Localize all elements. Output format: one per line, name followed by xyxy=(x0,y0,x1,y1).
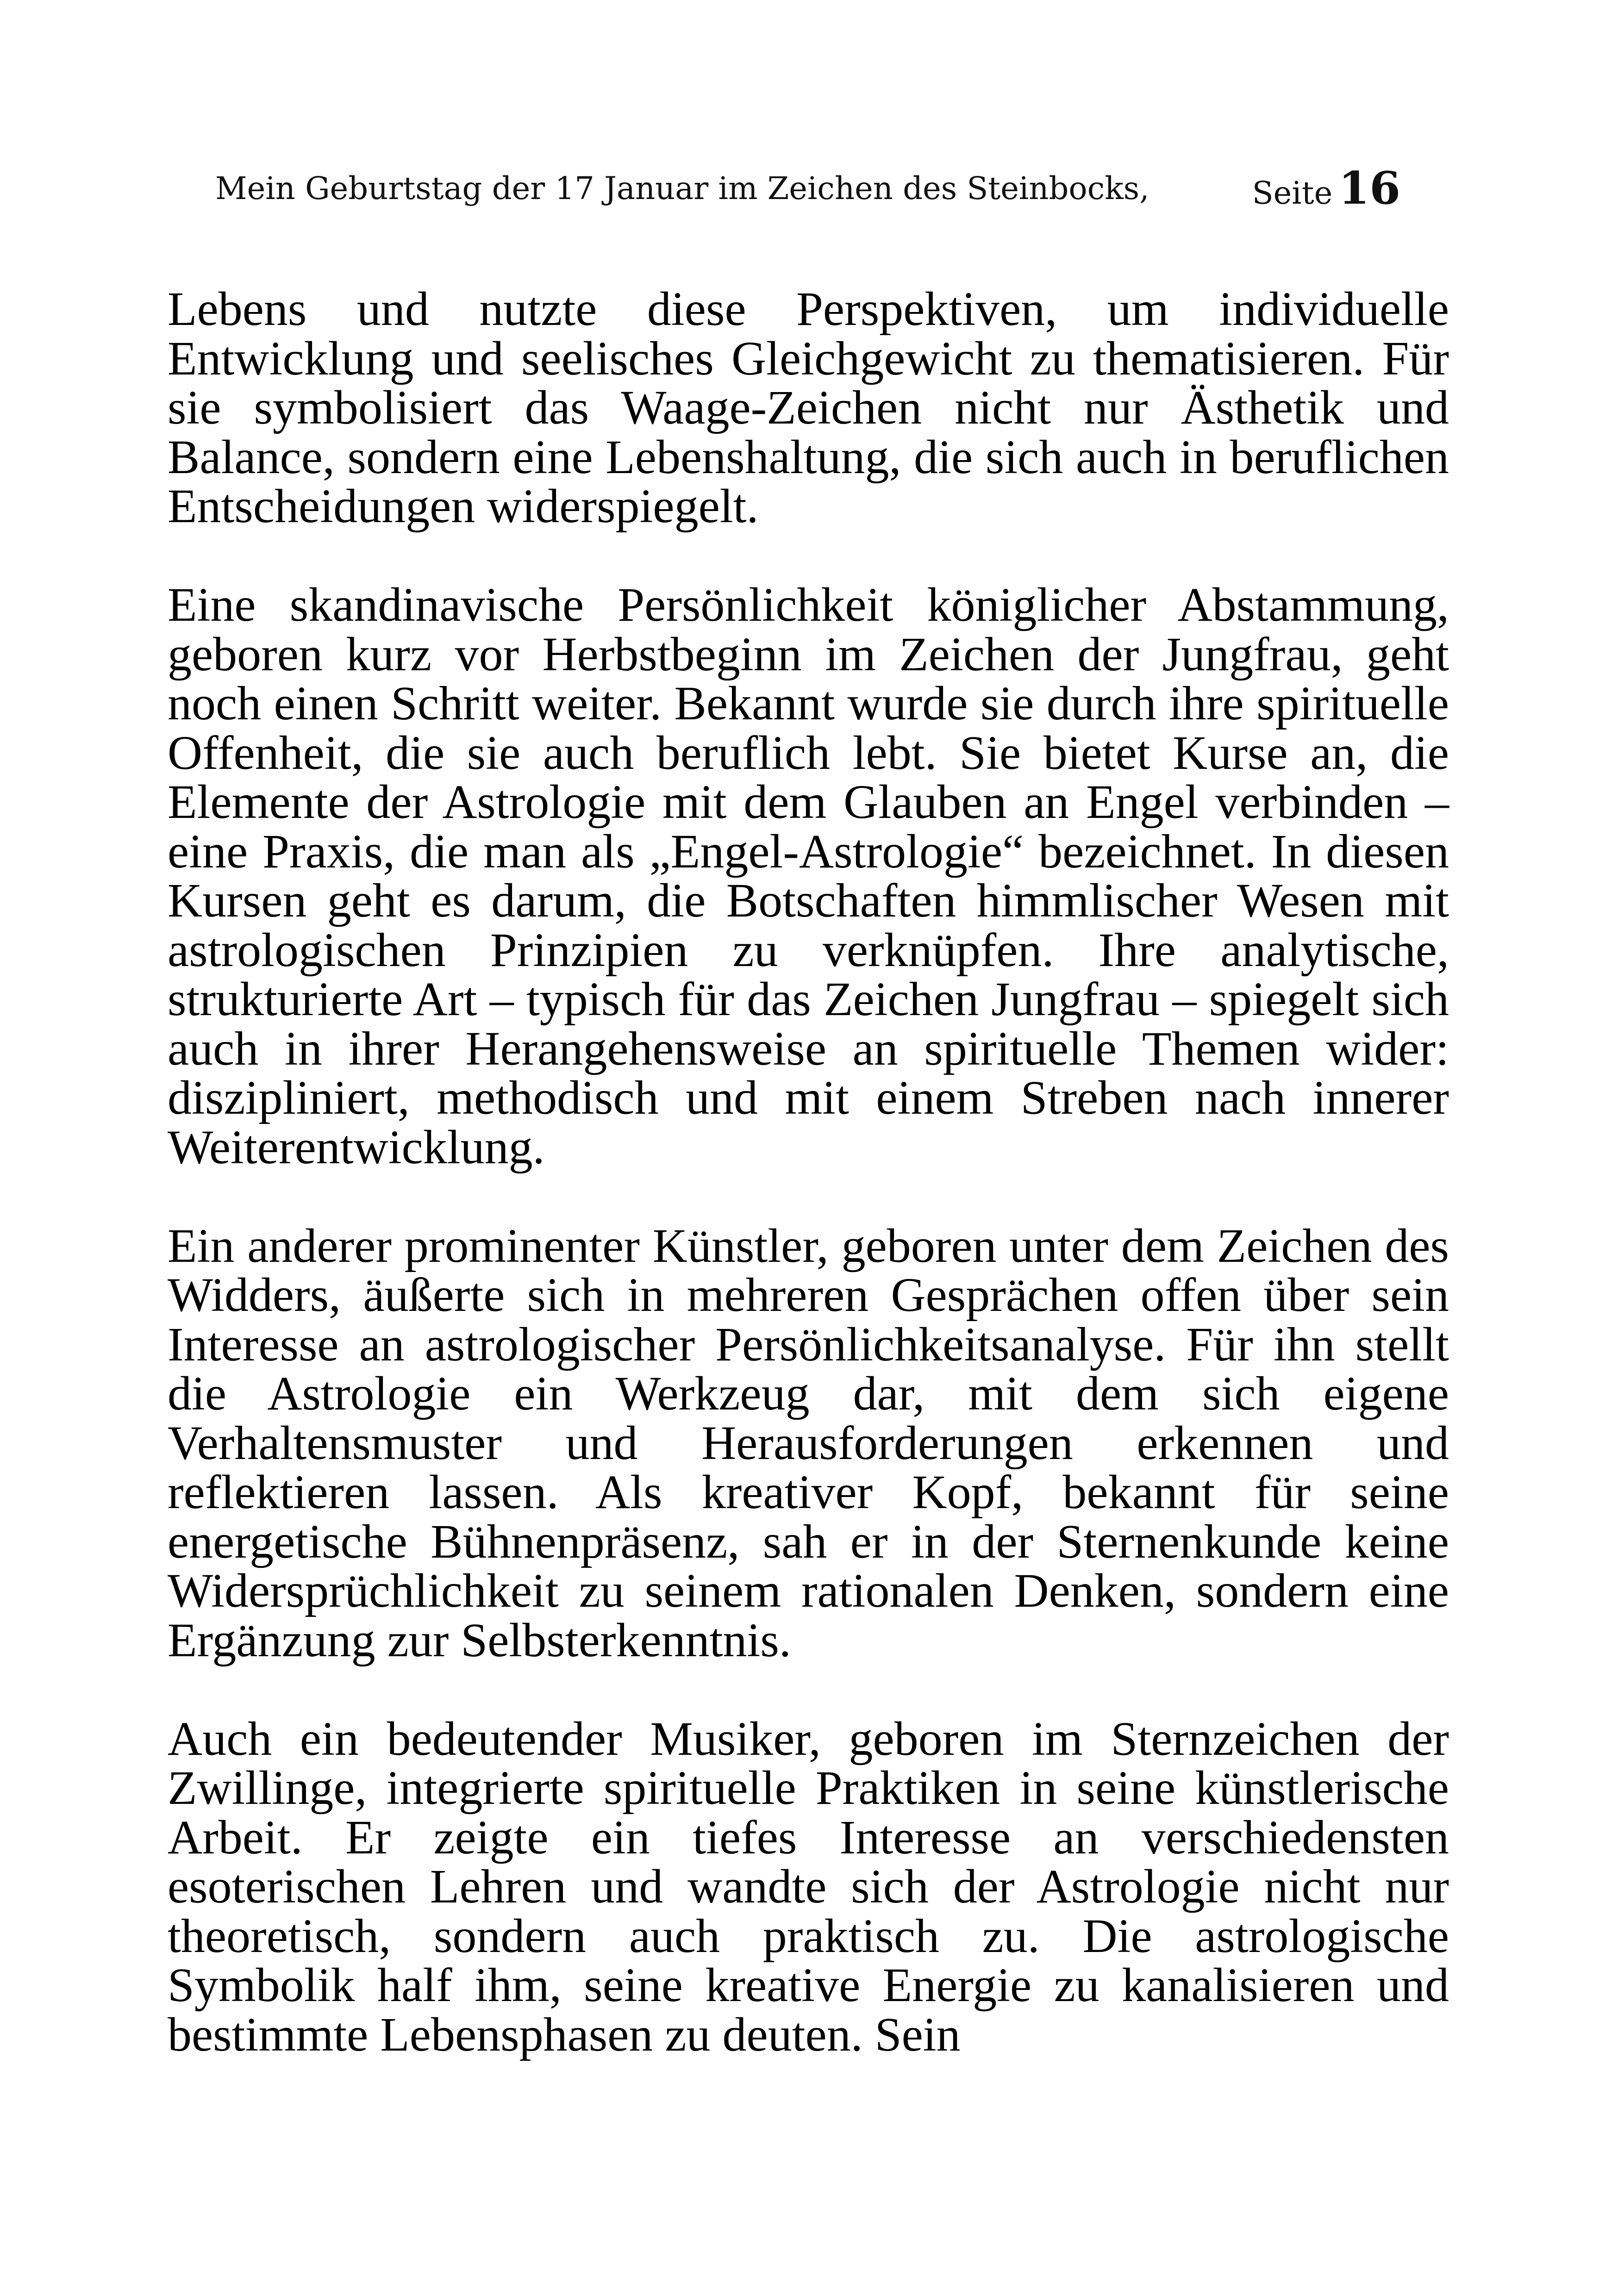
paragraph: Lebens und nutzte diese Perspektiven, um individuelle Entwicklung und seelisches Gleichgewicht zu thematisieren. Für sie symbolisiert das Waage-Zeichen nicht nur Ästhetik und Balance, sondern eine Lebenshaltung, die sich auch in beruflichen Entscheidungen widerspiegelt. xyxy=(168,282,1449,533)
page-number: 16 xyxy=(1338,162,1400,214)
paragraph: Eine skandinavische Persönlichkeit königlicher Abstammung, geboren kurz vor Herbstbeginn im Zeichen der Jungfrau, geht noch einen Schritt weiter. Bekannt wurde sie durch ihre spirituelle Offenheit, die sie auch beruflich lebt. Sie bietet Kurse an, die Elemente der Astrologie mit dem Glauben an Engel verbinden – eine Praxis, die man als „Engel-Astrologie“ bezeichnet. In diesen Kursen geht es darum, die Botschaften himmlischer Wesen mit astrologischen Prinzipien zu verknüpfen. Ihre analytische, strukturierte Art – typisch für das Zeichen Jungfrau – spiegelt sich auch in ihrer Herangehensweise an spirituelle Themen wider: diszipliniert, methodisch und mit einem Streben nach innerer Weiterentwicklung. xyxy=(168,578,1449,1174)
body-text xyxy=(168,282,1449,2061)
page-label: Seite xyxy=(1252,175,1333,211)
page-indicator xyxy=(1252,162,1400,214)
header-title: Mein Geburtstag der 17 Januar im Zeichen des Steinbocks, xyxy=(215,170,1149,206)
running-header xyxy=(215,162,1400,218)
paragraph: Auch ein bedeutender Musiker, geboren im Sternzeichen der Zwillinge, integrierte spirituelle Praktiken in seine künstlerische Arbeit. Er zeigte ein tiefes Interesse an verschiedensten esoterischen Lehren und wandte sich der Astrologie nicht nur theoretisch, sondern auch praktisch zu. Die astrologische Symbolik half ihm, seine kreative Energie zu kanalisieren und bestimmte Lebensphasen zu deuten. Sein xyxy=(168,1712,1449,2061)
paragraph: Ein anderer prominenter Künstler, geboren unter dem Zeichen des Widders, äußerte sich in mehreren Gesprächen offen über sein Interesse an astrologischer Persönlichkeitsanalyse. Für ihn stellt die Astrologie ein Werkzeug dar, mit dem sich eigene Verhaltensmuster und Herausforderungen erkennen und reflektieren lassen. Als kreativer Kopf, bekannt für seine energetische Bühnenpräsenz, sah er in der Sternenkunde keine Widersprüchlichkeit zu seinem rationalen Denken, sondern eine Ergänzung zur Selbsterkenntnis. xyxy=(168,1219,1449,1667)
